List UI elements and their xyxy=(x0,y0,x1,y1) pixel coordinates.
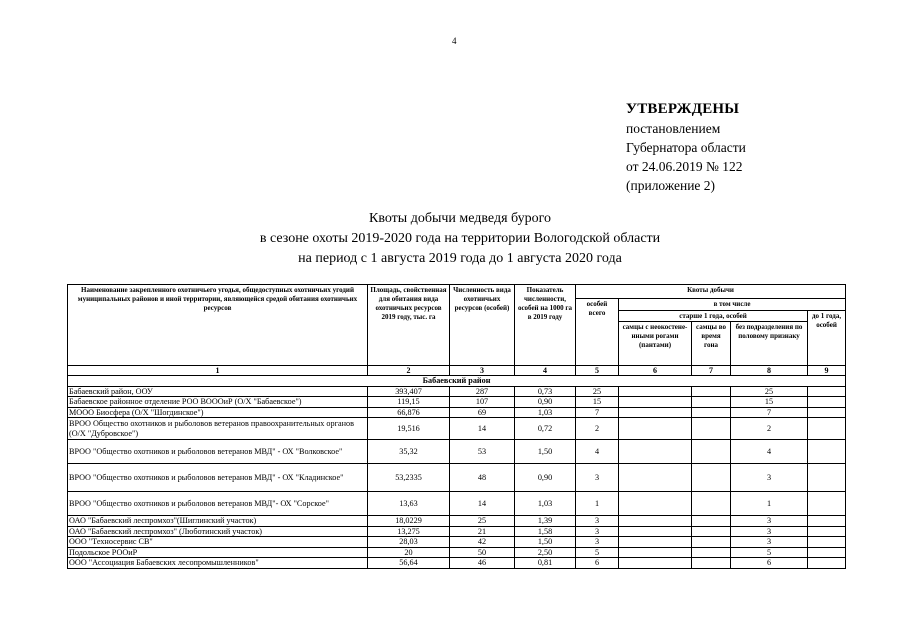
row-under1 xyxy=(808,440,846,464)
row-population: 107 xyxy=(450,397,515,408)
row-population: 46 xyxy=(450,558,515,569)
table-row xyxy=(68,440,846,464)
row-name: ВРОО Общество охотников и рыболовов ветеранов правоохранительных органов (О/Х "Дубровское") xyxy=(68,418,368,440)
row-total: 3 xyxy=(576,516,619,527)
row-under1 xyxy=(808,516,846,527)
approval-line: постановлением xyxy=(626,121,721,136)
row-rut xyxy=(692,397,731,408)
row-under1 xyxy=(808,397,846,408)
row-under1 xyxy=(808,558,846,569)
row-total: 25 xyxy=(576,386,619,397)
header-density: Показатель численности, особей на 1000 га в 2019 году xyxy=(515,285,576,366)
row-area: 20 xyxy=(368,547,450,558)
header-total: особей всего xyxy=(576,299,619,366)
column-number: 1 xyxy=(68,366,368,376)
header-population: Численность вида охотничьих ресурсов (особей) xyxy=(450,285,515,366)
row-density: 0,72 xyxy=(515,418,576,440)
row-area: 13,63 xyxy=(368,492,450,516)
approval-title: УТВЕРЖДЕНЫ xyxy=(626,101,740,117)
row-name: ВРОО "Общество охотников и рыболовов ветеранов МВД"- ОХ "Сорское" xyxy=(68,492,368,516)
row-name: ОАО "Бабаевский леспромхоз"(Шиглинский участок) xyxy=(68,516,368,527)
row-rut xyxy=(692,547,731,558)
row-nosex: 6 xyxy=(731,558,808,569)
row-under1 xyxy=(808,386,846,397)
row-area: 56,64 xyxy=(368,558,450,569)
row-population: 50 xyxy=(450,547,515,558)
row-density: 0,73 xyxy=(515,386,576,397)
row-total: 3 xyxy=(576,526,619,537)
row-name: МООО Биосфера (О/Х "Шогдинское") xyxy=(68,407,368,418)
column-number: 6 xyxy=(619,366,692,376)
row-total: 6 xyxy=(576,558,619,569)
row-name: ОАО "Бабаевский леспромхоз" (Люботинский участок) xyxy=(68,526,368,537)
header-quotas: Квоты добычи xyxy=(576,285,846,299)
row-males xyxy=(619,386,692,397)
row-total: 4 xyxy=(576,440,619,464)
column-number: 3 xyxy=(450,366,515,376)
row-nosex: 15 xyxy=(731,397,808,408)
row-rut xyxy=(692,407,731,418)
district-row: Бабаевский район xyxy=(68,376,846,387)
row-under1 xyxy=(808,537,846,548)
table-row xyxy=(68,407,846,418)
row-density: 1,50 xyxy=(515,440,576,464)
row-rut xyxy=(692,386,731,397)
row-males xyxy=(619,516,692,527)
table-row xyxy=(68,558,846,569)
row-under1 xyxy=(808,464,846,492)
row-area: 393,407 xyxy=(368,386,450,397)
column-number: 2 xyxy=(368,366,450,376)
row-under1 xyxy=(808,547,846,558)
approval-line: Губернатора области xyxy=(626,140,746,155)
table-row xyxy=(68,516,846,527)
row-total: 5 xyxy=(576,547,619,558)
row-nosex: 5 xyxy=(731,547,808,558)
approval-line: (приложение 2) xyxy=(626,178,716,193)
row-rut xyxy=(692,418,731,440)
row-total: 7 xyxy=(576,407,619,418)
header-name: Наименование закрепленного охотничьего угодья, общедоступных охотничьих угодий муниципальных районов и иной территории, являющейся средой обитания охотничьих ресурсов xyxy=(68,285,368,366)
row-density: 1,03 xyxy=(515,492,576,516)
header-males-rut: самцы во время гона xyxy=(692,322,731,366)
row-males xyxy=(619,547,692,558)
row-total: 3 xyxy=(576,537,619,548)
row-males xyxy=(619,492,692,516)
table-row xyxy=(68,386,846,397)
row-males xyxy=(619,407,692,418)
row-area: 28,03 xyxy=(368,537,450,548)
row-under1 xyxy=(808,407,846,418)
row-density: 0,90 xyxy=(515,397,576,408)
approval-line: от 24.06.2019 № 122 xyxy=(626,159,743,174)
row-population: 25 xyxy=(450,516,515,527)
row-name: ВРОО "Общество охотников и рыболовов ветеранов МВД" - ОХ "Волковское" xyxy=(68,440,368,464)
row-rut xyxy=(692,464,731,492)
page-number: 4 xyxy=(452,36,457,46)
row-area: 13,275 xyxy=(368,526,450,537)
row-population: 42 xyxy=(450,537,515,548)
row-density: 1,58 xyxy=(515,526,576,537)
row-total: 3 xyxy=(576,464,619,492)
row-population: 69 xyxy=(450,407,515,418)
document-title xyxy=(90,209,830,269)
table-row xyxy=(68,464,846,492)
row-density: 0,81 xyxy=(515,558,576,569)
row-males xyxy=(619,526,692,537)
table-row xyxy=(68,418,846,440)
row-rut xyxy=(692,558,731,569)
title-line-3: на период с 1 августа 2019 года до 1 августа 2020 года xyxy=(298,251,622,266)
row-area: 66,876 xyxy=(368,407,450,418)
table-row xyxy=(68,547,846,558)
row-density: 1,03 xyxy=(515,407,576,418)
table-row xyxy=(68,492,846,516)
row-nosex: 3 xyxy=(731,526,808,537)
quota-table xyxy=(67,284,846,569)
table-row xyxy=(68,397,846,408)
row-area: 119,15 xyxy=(368,397,450,408)
row-population: 21 xyxy=(450,526,515,537)
column-number: 7 xyxy=(692,366,731,376)
row-under1 xyxy=(808,526,846,537)
row-population: 287 xyxy=(450,386,515,397)
row-total: 15 xyxy=(576,397,619,408)
row-males xyxy=(619,397,692,408)
row-males xyxy=(619,464,692,492)
column-number: 4 xyxy=(515,366,576,376)
row-under1 xyxy=(808,418,846,440)
title-line-2: в сезоне охоты 2019-2020 года на территории Вологодской области xyxy=(259,231,661,246)
row-density: 1,50 xyxy=(515,537,576,548)
row-name: ВРОО "Общество охотников и рыболовов ветеранов МВД" - ОХ "Кладинское" xyxy=(68,464,368,492)
row-total: 2 xyxy=(576,418,619,440)
row-name: ООО "Техносервис СВ" xyxy=(68,537,368,548)
row-area: 19,516 xyxy=(368,418,450,440)
row-name: Бабаевский район, ООУ xyxy=(68,386,368,397)
row-rut xyxy=(692,516,731,527)
row-area: 53,2335 xyxy=(368,464,450,492)
row-nosex: 3 xyxy=(731,516,808,527)
header-area: Площадь, свойственная для обитания вида охотничьих ресурсов 2019 году, тыс. га xyxy=(368,285,450,366)
header-males: самцы с неокостене-нными рогами (пантами) xyxy=(619,322,692,366)
row-area: 35,32 xyxy=(368,440,450,464)
row-population: 48 xyxy=(450,464,515,492)
row-males xyxy=(619,440,692,464)
header-older: старше 1 года, особей xyxy=(619,311,808,322)
header-under1: до 1 года, особей xyxy=(808,311,846,366)
column-number: 9 xyxy=(808,366,846,376)
row-name: Подольское РООиР xyxy=(68,547,368,558)
header-no-sex: без подразделения по половому признаку xyxy=(731,322,808,366)
row-nosex: 4 xyxy=(731,440,808,464)
row-rut xyxy=(692,440,731,464)
row-density: 0,90 xyxy=(515,464,576,492)
row-name: Бабаевское районное отделение РОО ВОООиР (О/Х "Бабаевское") xyxy=(68,397,368,408)
approval-block xyxy=(626,100,856,195)
row-rut xyxy=(692,526,731,537)
row-name: ООО "Ассоциация Бабаевских лесопромышленников" xyxy=(68,558,368,569)
row-population: 14 xyxy=(450,492,515,516)
row-nosex: 3 xyxy=(731,464,808,492)
row-rut xyxy=(692,492,731,516)
table-row xyxy=(68,537,846,548)
column-number: 5 xyxy=(576,366,619,376)
row-density: 2,50 xyxy=(515,547,576,558)
row-total: 1 xyxy=(576,492,619,516)
row-nosex: 25 xyxy=(731,386,808,397)
row-density: 1,39 xyxy=(515,516,576,527)
row-nosex: 7 xyxy=(731,407,808,418)
row-rut xyxy=(692,537,731,548)
row-population: 14 xyxy=(450,418,515,440)
header-including: в том числе xyxy=(619,299,846,311)
column-number: 8 xyxy=(731,366,808,376)
row-nosex: 2 xyxy=(731,418,808,440)
row-males xyxy=(619,558,692,569)
row-area: 18,0229 xyxy=(368,516,450,527)
row-nosex: 3 xyxy=(731,537,808,548)
table-row xyxy=(68,526,846,537)
row-males xyxy=(619,537,692,548)
row-nosex: 1 xyxy=(731,492,808,516)
row-under1 xyxy=(808,492,846,516)
row-population: 53 xyxy=(450,440,515,464)
title-line-1: Квоты добычи медведя бурого xyxy=(369,211,551,226)
row-males xyxy=(619,418,692,440)
